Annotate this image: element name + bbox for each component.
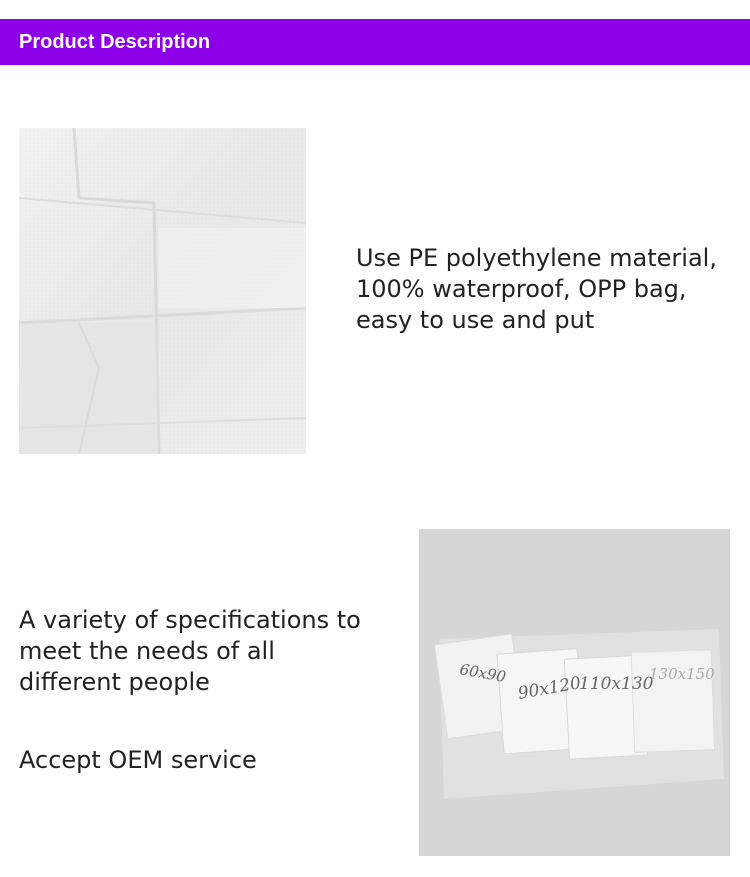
material-description (356, 243, 736, 336)
package-label-4: 130x150 (649, 665, 715, 683)
bag-photo-icon (19, 128, 306, 454)
spec-line-3: different people (19, 668, 210, 696)
header-bar (0, 19, 750, 65)
specifications-description (19, 605, 399, 698)
material-line-2: 100% waterproof, OPP bag, (356, 275, 687, 303)
package-label-1: 60x90 (458, 660, 508, 687)
oem-text: Accept OEM service (19, 746, 257, 774)
package-label-3: 110x130 (579, 674, 654, 694)
spec-line-2: meet the needs of all (19, 637, 275, 665)
package-label-2: 90x120 (516, 673, 583, 704)
page-title: Product Description (19, 30, 211, 53)
material-line-3: easy to use and put (356, 306, 595, 334)
spec-line-1: A variety of specifications to (19, 606, 361, 634)
packaged-bags-photo-icon (419, 529, 730, 856)
material-line-1: Use PE polyethylene material, (356, 244, 717, 272)
